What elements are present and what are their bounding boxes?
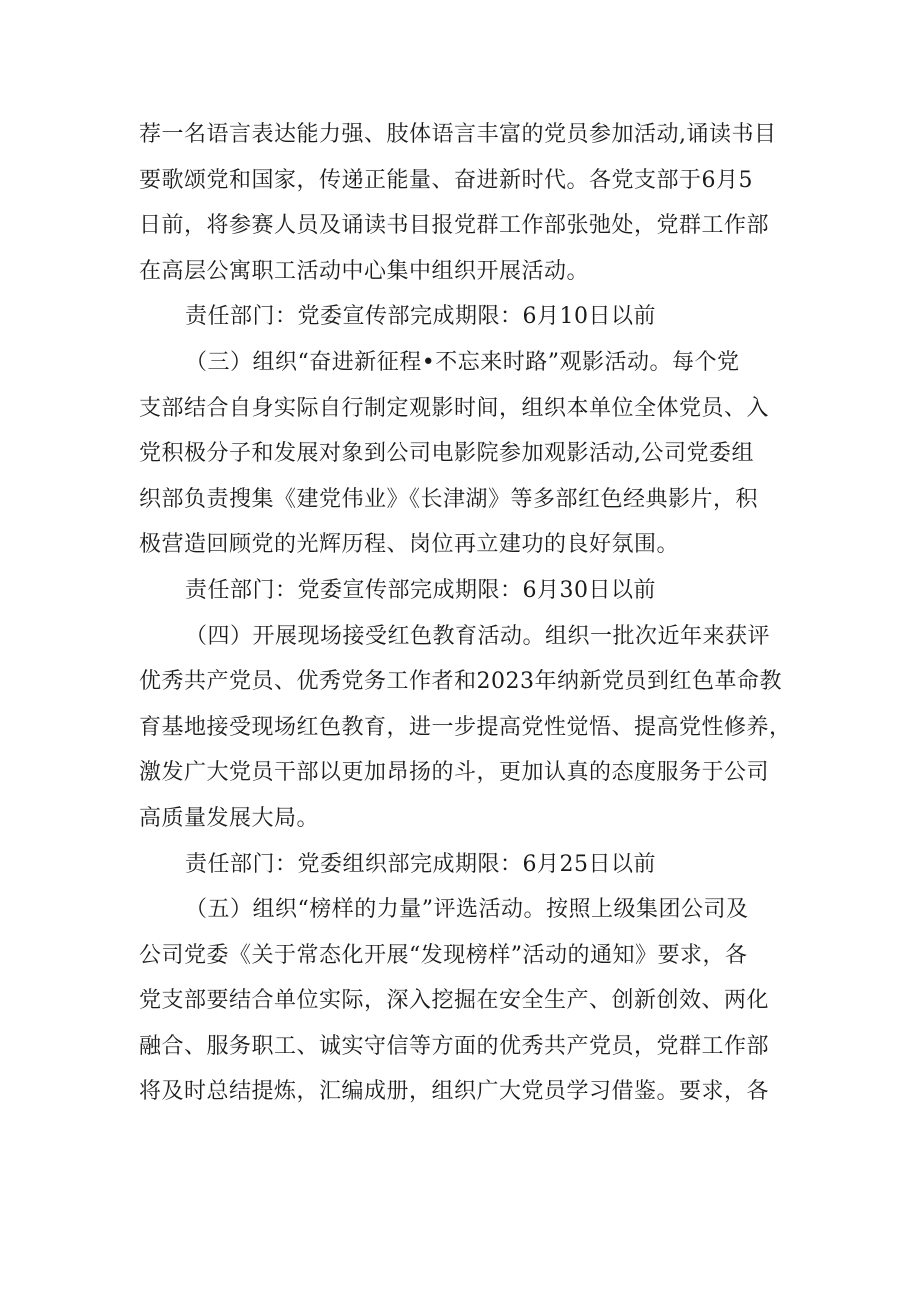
text-line: 高质量发展大局。 — [139, 805, 320, 831]
responsibility-line: 责任部门：党委宣传部完成期限：6月30日以前 — [185, 577, 656, 603]
text-line: 公司党委《关于常态化开展“发现榜样”活动的通知》要求，各 — [139, 942, 748, 968]
section-heading-line: （三）组织“奋进新征程•不忘来时路”观影活动。每个党 — [185, 349, 740, 375]
text-line: 融合、服务职工、诚实守信等方面的优秀共产党员，党群工作部 — [139, 1033, 770, 1059]
section-heading-line: （四）开展现场接受红色教育活动。组织一批次近年来获评 — [185, 623, 771, 649]
text-line: 要歌颂党和国家，传递正能量、奋进新时代。各党支部于6月5 — [139, 167, 753, 193]
text-line: 日前，将参赛人员及诵读书目报党群工作部张弛处，党群工作部 — [139, 213, 770, 239]
text-line: 激发广大党员干部以更加昂扬的斗，更加认真的态度服务于公司 — [139, 760, 770, 786]
text-line: 将及时总结提炼，汇编成册，组织广大党员学习借鉴。要求，各 — [139, 1079, 770, 1105]
responsibility-line: 责任部门：党委组织部完成期限：6月25日以前 — [185, 851, 656, 877]
section-heading-line: （五）组织“榜样的力量”评选活动。按照上级集团公司及 — [185, 897, 749, 923]
text-line: 极营造回顾党的光辉历程、岗位再立建功的良好氛围。 — [139, 532, 680, 558]
text-line: 党支部要结合单位实际，深入挖掘在安全生产、创新创效、两化 — [139, 988, 770, 1014]
document-body — [139, 112, 794, 1115]
text-line: 支部结合自身实际自行制定观影时间，组织本单位全体党员、入 — [139, 395, 770, 421]
text-line: 在高层公寓职工活动中心集中组织开展活动。 — [139, 258, 590, 284]
text-line: 荐一名语言表达能力强、肢体语言丰富的党员参加活动,诵读书目 — [139, 122, 777, 147]
text-line: 优秀共产党员、优秀党务工作者和2023年纳新党员到红色革命教 — [139, 669, 782, 695]
text-line: 党积极分子和发展对象到公司电影院参加观影活动,公司党委组 — [139, 441, 754, 467]
text-line: 育基地接受现场红色教育，进一步提高党性觉悟、提高党性修养， — [139, 714, 792, 740]
responsibility-line: 责任部门：党委宣传部完成期限：6月10日以前 — [185, 304, 656, 330]
text-line: 织部负责搜集《建党伟业》《长津湖》等多部红色经典影片，积 — [139, 486, 759, 512]
